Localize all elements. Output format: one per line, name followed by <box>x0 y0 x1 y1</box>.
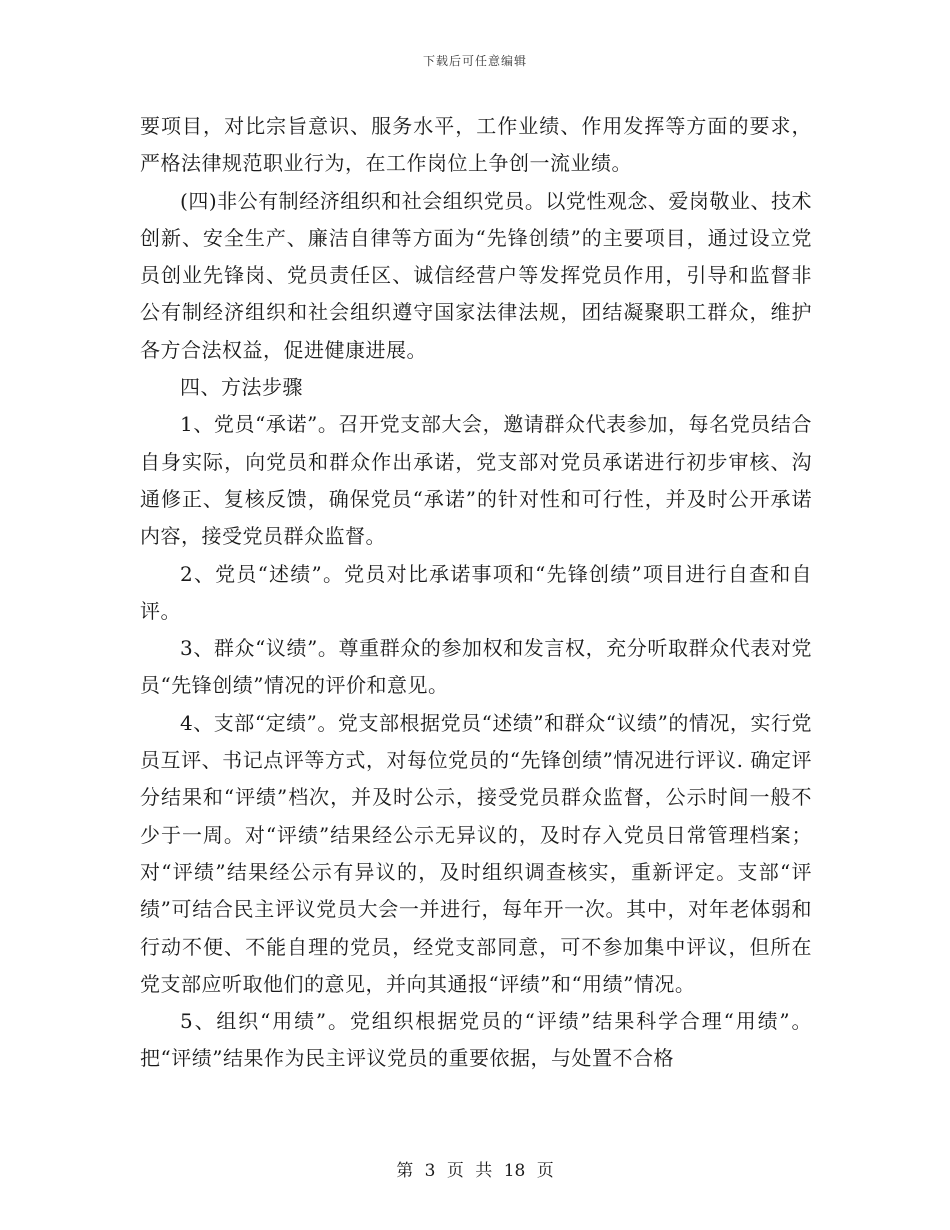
paragraph-step-4: 4、支部“定绩”。党支部根据党员“述绩”和群众“议绩”的情况，实行党员互评、书记点评等方式，对每位党员的“先锋创绩”情况进行评议. 确定评分结果和“评绩”档次，并及时公示，接受党员群众监督，公示时间一般不少于一周。对“评绩”结果经公示无异议的，及时存入党员日常管理档案；对“评绩”结果经公示有异议的，及时组织调查核实，重新评定。支部“评绩”可结合民主评议党员大会一并进行，每年开一次。其中，对年老体弱和行动不便、不能自理的党员，经党支部同意，可不参加集中评议，但所在党支部应听取他们的意见，并向其通报“评绩”和“用绩”情况。 <box>140 710 812 996</box>
paragraph-step-2: 2、党员“述绩”。党员对比承诺事项和“先锋创绩”项目进行自查和自评。 <box>140 561 812 623</box>
paragraph-1: (四)非公有制经济组织和社会组织党员。以党性观念、爱岗敬业、技术创新、安全生产、廉洁自律等方面为“先锋创绩”的主要项目，通过设立党员创业先锋岗、党员责任区、诚信经营户等发挥党员作用，引导和监督非公有制经济组织和社会组织遵守国家法律法规，团结凝聚职工群众，维护各方合法权益，促进健康进展。 <box>140 188 812 362</box>
page-footer: 第 3 页 共 18 页 <box>396 1161 554 1181</box>
document-body <box>140 108 812 1078</box>
paragraph-step-3: 3、群众“议绩”。尊重群众的参加权和发言权，充分听取群众代表对党员“先锋创绩”情况的评价和意见。 <box>140 636 812 698</box>
paragraph-step-5: 5、组织“用绩”。党组织根据党员的“评绩”结果科学合理“用绩”。把“评绩”结果作为民主评议党员的重要依据，与处置不合格 <box>140 1009 812 1071</box>
paragraph-0: 要项目，对比宗旨意识、服务水平，工作业绩、作用发挥等方面的要求，严格法律规范职业行为，在工作岗位上争创一流业绩。 <box>140 114 812 176</box>
page-header: 下载后可任意编辑 <box>422 54 527 68</box>
section-heading: 四、方法步骤 <box>180 375 303 400</box>
paragraph-step-1: 1、党员“承诺”。召开党支部大会，邀请群众代表参加，每名党员结合自身实际，向党员和群众作出承诺，党支部对党员承诺进行初步审核、沟通修正、复核反馈，确保党员“承诺”的针对性和可行性，并及时公开承诺内容，接受党员群众监督。 <box>140 412 812 549</box>
